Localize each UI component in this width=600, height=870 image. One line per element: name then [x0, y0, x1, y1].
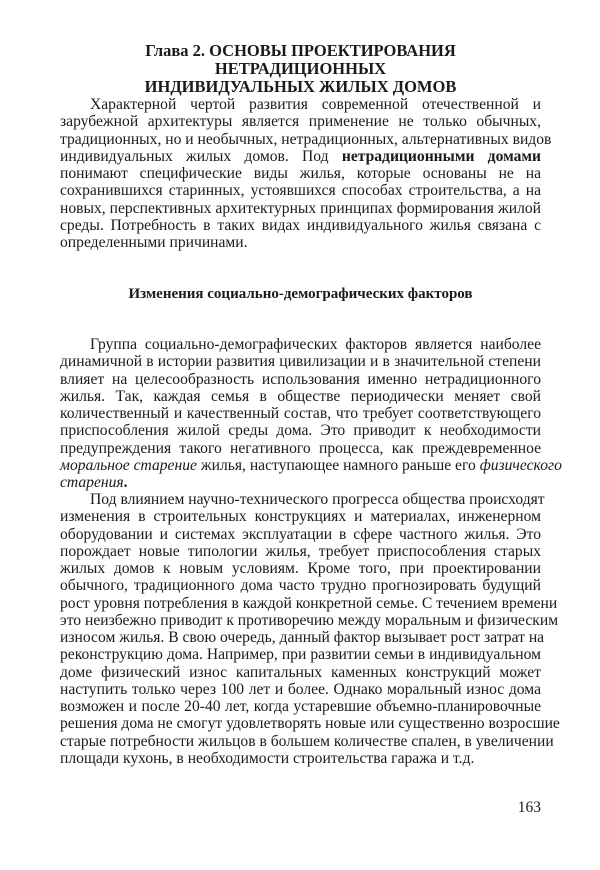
text-line — [60, 113, 541, 130]
text-line — [60, 217, 541, 234]
text-line — [60, 715, 560, 733]
text-run: сохранившихся старинных, устоявшихся способах строительства, а на — [60, 182, 541, 200]
text-line — [60, 526, 541, 543]
text-line — [60, 405, 541, 422]
text-run: новых, перспективных архитектурных принципах формирования жилой — [60, 199, 541, 217]
text-line — [60, 732, 554, 750]
text-line — [60, 165, 541, 182]
text-run: обычного, традиционного дома часто трудно прогнозировать будущий — [60, 577, 541, 595]
text-run: индивидуальных жилых домов. Под — [60, 147, 342, 165]
text-run: Характерной чертой развития современной отечественной и — [90, 96, 541, 113]
text-line — [60, 577, 541, 594]
text-line — [60, 560, 541, 577]
italic-text: физического — [479, 456, 562, 474]
text-line — [60, 491, 545, 508]
italic-text: старения — [60, 474, 124, 491]
text-line — [60, 664, 541, 681]
text-run: возможен и после 20-40 лет, когда устаревшие объемно-планировочные — [60, 698, 541, 715]
text-line — [60, 422, 541, 439]
text-run: Группа социально-демографических факторов является наиболее — [90, 336, 541, 353]
section-heading: Изменения социально-демографических факторов — [128, 286, 473, 302]
text-run: Под влиянием научно-технического прогресса общества происходят — [90, 491, 545, 508]
text-line — [60, 371, 541, 388]
text-line — [60, 148, 541, 165]
text-line — [60, 629, 545, 646]
text-line — [60, 336, 541, 353]
text-run: динамичной в истории развития цивилизации и в значительной степени — [60, 353, 541, 371]
text-run: решения дома не смогут удовлетворять новые или существенно возросшие — [60, 715, 560, 733]
chapter-title — [60, 42, 541, 96]
page-number: 163 — [517, 799, 541, 816]
text-run: это неизбежно приводит к противоречию между моральным и физическим — [60, 611, 559, 629]
text-line — [60, 234, 541, 251]
text-line — [60, 698, 541, 715]
text-line — [60, 594, 558, 612]
bold-text: . — [123, 474, 128, 491]
text-run: определенными причинами. — [60, 234, 248, 251]
text-line — [60, 508, 541, 525]
text-run: наступить только через 100 лет и более. Однако моральный износ дома — [60, 680, 541, 698]
text-line — [60, 750, 541, 767]
text-line — [60, 353, 541, 370]
text-run: понимают специфические виды жилья, которые основаны не на — [60, 165, 541, 182]
text-run: площади кухонь, в необходимости строительства гаража и т.д. — [60, 749, 475, 767]
text-run: приспособления жилой среды дома. Это приводит к необходимости — [60, 422, 541, 440]
text-run: износом жилья. В свою очередь, данный фактор вызывает рост затрат на — [60, 629, 545, 646]
text-line — [60, 440, 541, 457]
text-run: традиционных, но и необычных, нетрадиционных, альтернативных видов — [60, 130, 552, 148]
text-line — [60, 200, 541, 217]
text-run: изменения в строительных конструкциях и материалах, инженерном — [60, 508, 541, 526]
text-run: порождает новые типологии жилья, требует приспособления старых — [60, 542, 541, 560]
text-line — [60, 130, 552, 148]
text-run: жилья, наступающее намного раньше его — [196, 456, 480, 474]
text-line — [60, 474, 541, 491]
text-run: старые потребности жильцов в большем количестве спален, в увеличении — [60, 732, 554, 750]
paragraph-social-demographic — [60, 336, 562, 491]
text-line — [60, 543, 541, 560]
text-line — [60, 681, 541, 698]
text-run: предупреждения такого негативного процесса, как преждевременное — [60, 439, 541, 457]
text-run: реконструкцию дома. Например, при развитии семьи в индивидуальном — [60, 646, 541, 664]
bold-text: нетрадиционными домами — [341, 147, 541, 165]
text-line — [60, 388, 541, 405]
paragraph-intro — [60, 96, 552, 251]
text-run: доме физический износ капитальных каменных конструкций может — [60, 663, 541, 681]
text-run: количественный и качественный состав, что требует соответствующего — [60, 405, 541, 422]
text-run: среды. Потребность в таких видах индивидуального жилья связана с — [60, 216, 541, 234]
text-run: влияет на целесообразность использования именно нетрадиционного — [60, 370, 541, 388]
chapter-title-line: ИНДИВИДУАЛЬНЫХ ЖИЛЫХ ДОМОВ — [144, 77, 457, 96]
text-line — [60, 456, 562, 474]
text-run: оборудовании и системах эксплуатации в сфере частного жилья. Это — [60, 525, 541, 543]
text-line — [60, 646, 541, 663]
text-run: жилья. Так, каждая семья в обществе периодически меняет свой — [60, 387, 541, 405]
italic-text: моральное старение — [60, 456, 197, 474]
text-line — [60, 96, 541, 113]
chapter-title-line: Глава 2. ОСНОВЫ ПРОЕКТИРОВАНИЯ НЕТРАДИЦИОННЫХ — [145, 41, 456, 78]
text-line — [60, 182, 541, 199]
text-run: рост уровня потребления в каждой конкретной семье. С течением времени — [60, 594, 558, 612]
text-run: зарубежной архитектуры является применение не только обычных, — [60, 113, 541, 131]
text-line — [60, 611, 559, 629]
text-run: жилых домов к новым условиям. Кроме того, при проектировании — [60, 560, 541, 577]
paragraph-technical-progress — [60, 491, 560, 767]
